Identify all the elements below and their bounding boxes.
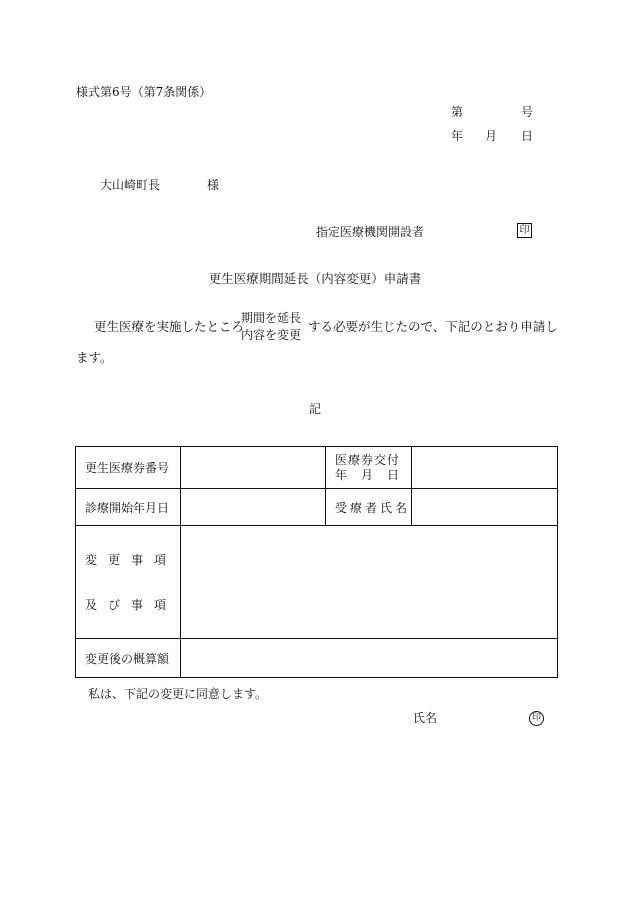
date-year-label: 年	[451, 129, 464, 143]
voucher-issue-label-line2: 年 月 日	[335, 467, 401, 482]
table-row	[76, 447, 558, 489]
table-row	[76, 526, 558, 639]
date-day-label: 日	[521, 129, 534, 143]
estimated-amount-text: 変更後の概算額	[85, 651, 170, 666]
consent-seal-mark: 印	[529, 711, 544, 726]
consent-name-label: 氏名	[413, 711, 438, 725]
estimated-amount-field[interactable]	[181, 639, 558, 678]
patient-name-label	[326, 489, 412, 526]
voucher-issue-label-line1: 医療券交付	[335, 452, 401, 467]
applicant-seal-mark: 印	[517, 223, 532, 238]
document-title: 更生医療期間延長（内容変更）申請書	[208, 271, 422, 286]
voucher-issue-date-label	[326, 447, 412, 489]
changes-label	[76, 526, 181, 639]
changes-field[interactable]	[181, 526, 558, 639]
table-row	[76, 489, 558, 526]
changes-label-line2: 及び事項	[85, 598, 178, 612]
body-text-end: する必要が生じたので、下記のとおり申請し	[308, 319, 558, 334]
table-row	[76, 639, 558, 678]
patient-name-field[interactable]	[412, 489, 558, 526]
ki-heading: 記	[308, 402, 321, 416]
voucher-number-text: 更生医療券番号	[85, 461, 170, 475]
consent-statement: 私は、下記の変更に同意します。	[88, 687, 268, 701]
form-number: 様式第6号（第7条関係）	[76, 85, 212, 99]
document-number-label: 第	[451, 105, 464, 119]
changes-label-line1: 変更事項	[85, 553, 178, 567]
body-text-continuation: ます。	[76, 350, 113, 365]
patient-name-text: 受療者氏名	[335, 500, 411, 515]
applicant-label: 指定医療機関開設者	[316, 225, 425, 239]
body-text-start: 更生医療を実施したところ	[94, 319, 245, 334]
voucher-issue-date-field[interactable]	[412, 447, 558, 489]
body-choice-change: 内容を変更	[241, 328, 302, 342]
treatment-start-field[interactable]	[181, 489, 326, 526]
date-month-label: 月	[485, 129, 498, 143]
treatment-start-text: 診療開始年月日	[85, 500, 170, 515]
document-number-suffix: 号	[521, 105, 534, 119]
addressee-name: 大山崎町長	[100, 178, 161, 192]
body-choice-extend: 期間を延長	[241, 311, 302, 325]
voucher-number-field[interactable]	[181, 447, 326, 489]
application-table	[75, 446, 558, 678]
voucher-number-label	[76, 447, 181, 489]
estimated-amount-label	[76, 639, 181, 678]
treatment-start-label	[76, 489, 181, 526]
addressee-honorific: 様	[207, 178, 220, 192]
